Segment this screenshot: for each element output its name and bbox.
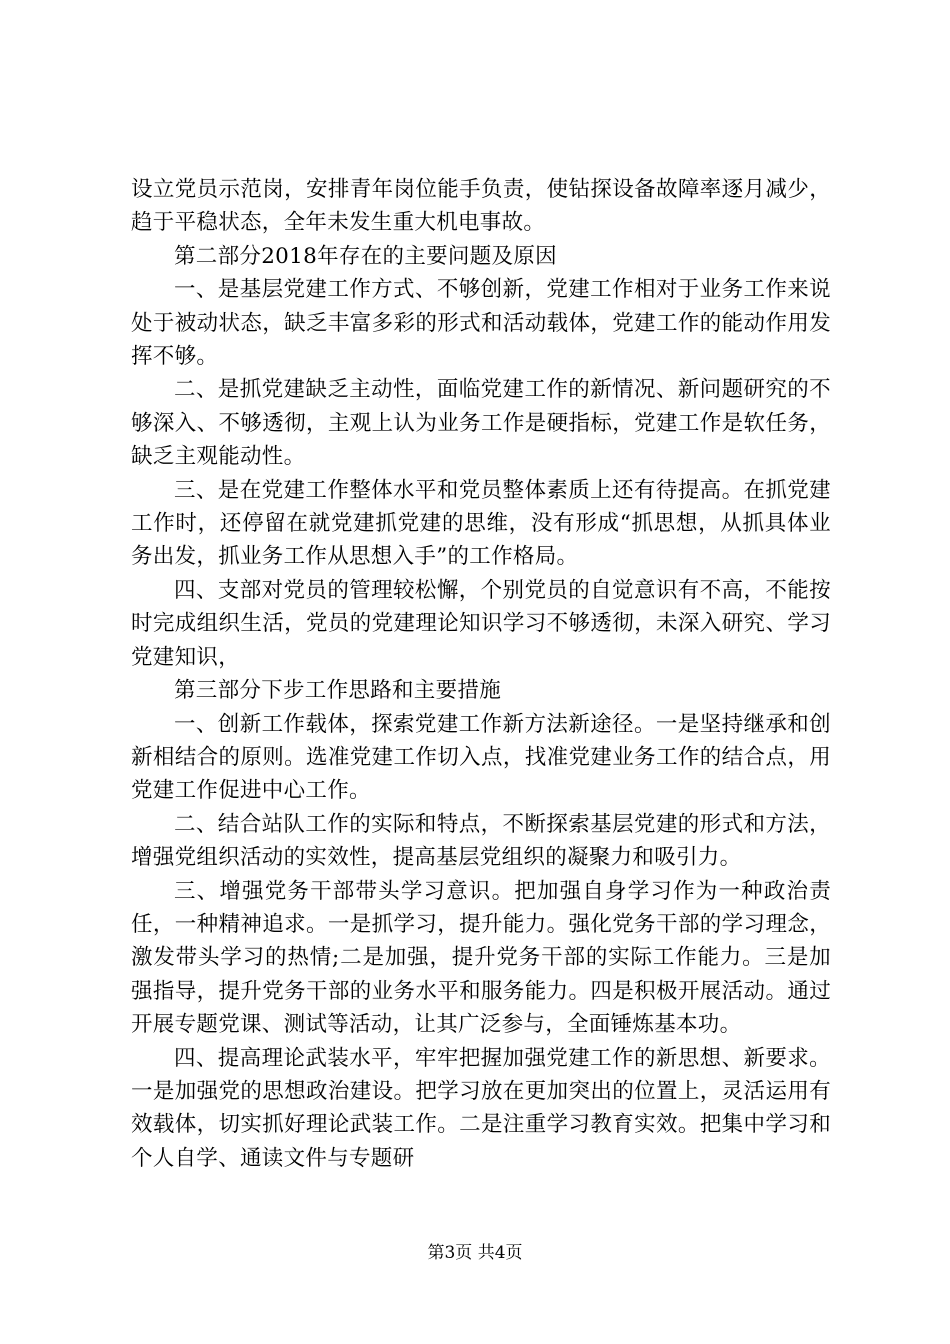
paragraph: 一、是基层党建工作方式、不够创新，党建工作相对于业务工作来说处于被动状态，缺乏丰富多彩的形式和活动载体，党建工作的能动作用发挥不够。 <box>131 277 831 370</box>
section-heading: 第二部分2018年存在的主要问题及原因 <box>174 243 557 269</box>
paragraph: 四、提高理论武装水平，牢牢把握加强党建工作的新思想、新要求。一是加强党的思想政治建设。把学习放在更加突出的位置上，灵活运用有效载体，切实抓好理论武装工作。二是注重学习教育实效。把集中学习和个人自学、通读文件与专题研 <box>131 1045 831 1171</box>
section-heading: 第三部分下步工作思路和主要措施 <box>174 678 502 704</box>
page-footer: 第3页 共4页 <box>427 1243 523 1263</box>
paragraph: 一、创新工作载体，探索党建工作新方法新途径。一是坚持继承和创新相结合的原则。选准党建工作切入点，找准党建业务工作的结合点，用党建工作促进中心工作。 <box>131 711 831 804</box>
paragraph: 三、是在党建工作整体水平和党员整体素质上还有待提高。在抓党建工作时，还停留在就党建抓党建的思维，没有形成“抓思想，从抓具体业务出发，抓业务工作从思想入手”的工作格局。 <box>131 477 831 570</box>
paragraph: 设立党员示范岗，安排青年岗位能手负责，使钻探设备故障率逐月减少，趋于平稳状态，全年未发生重大机电事故。 <box>131 177 831 236</box>
document-body <box>131 173 831 1175</box>
paragraph: 四、支部对党员的管理较松懈，个别党员的自觉意识有不高，不能按时完成组织生活，党员的党建理论知识学习不够透彻，未深入研究、学习党建知识， <box>131 577 831 670</box>
paragraph: 二、结合站队工作的实际和特点，不断探索基层党建的形式和方法，增强党组织活动的实效性，提高基层党组织的凝聚力和吸引力。 <box>131 811 831 871</box>
paragraph: 三、增强党务干部带头学习意识。把加强自身学习作为一种政治责任，一种精神追求。一是抓学习，提升能力。强化党务干部的学习理念，激发带头学习的热情;二是加强，提升党务干部的实际工作能力。三是加强指导，提升党务干部的业务水平和服务能力。四是积极开展活动。通过开展专题党课、测试等活动，让其广泛参与，全面锤炼基本功。 <box>131 878 831 1038</box>
paragraph: 二、是抓党建缺乏主动性，面临党建工作的新情况、新问题研究的不够深入、不够透彻，主观上认为业务工作是硬指标，党建工作是软任务，缺乏主观能动性。 <box>131 377 831 470</box>
